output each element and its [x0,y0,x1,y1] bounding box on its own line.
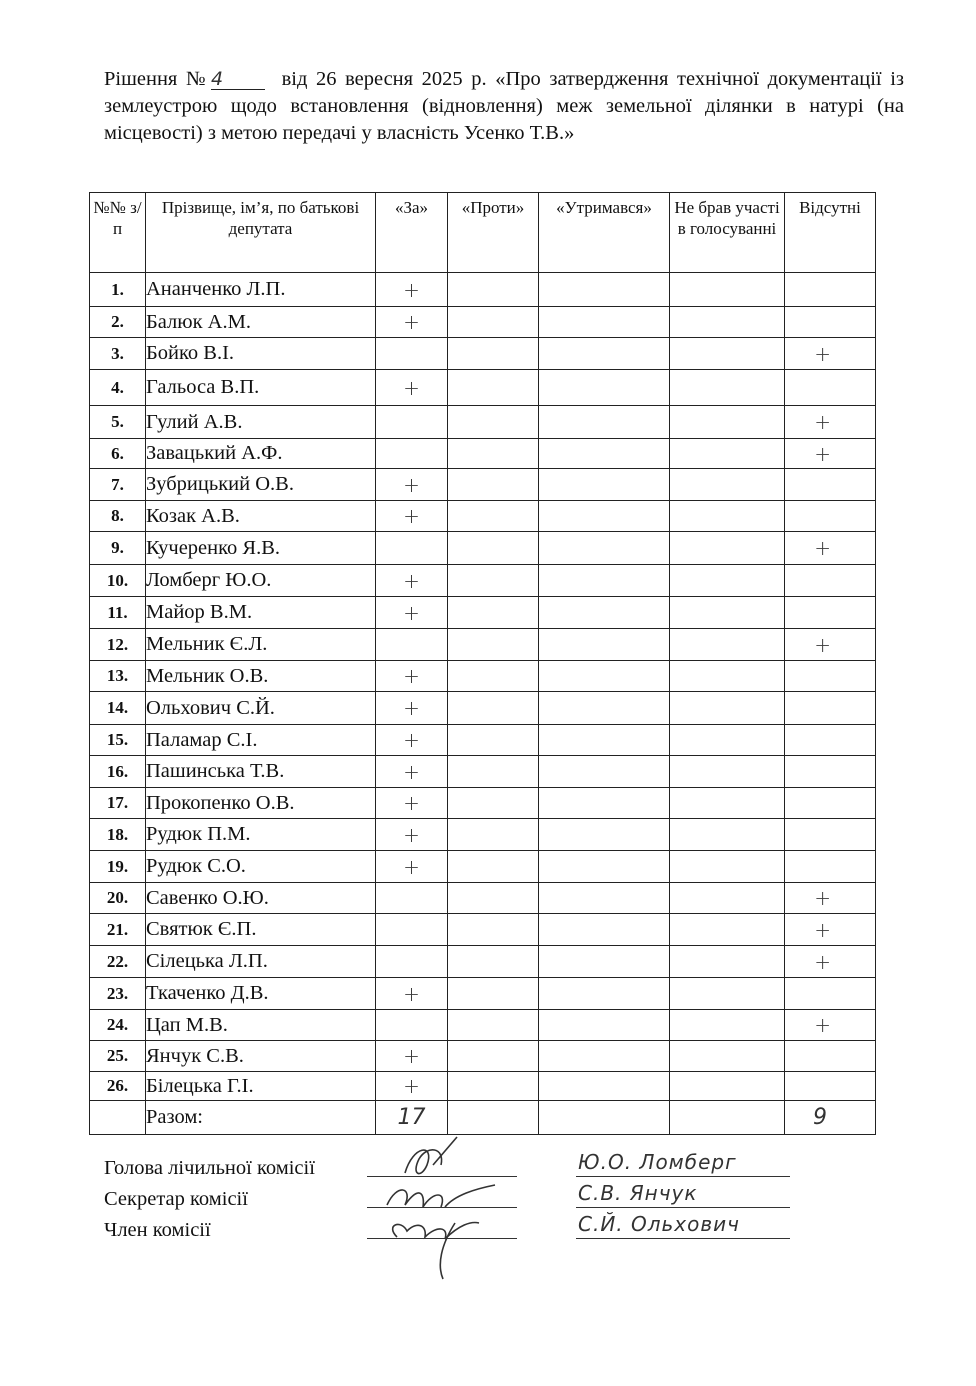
col-header-for: «За» [376,193,448,273]
not-voted-cell [670,406,785,439]
name-line-secretary [576,1207,790,1208]
not-voted-cell [670,946,785,978]
not-voted-cell [670,914,785,946]
deputy-name: Цап М.В. [146,1010,376,1041]
vote-abstained-cell [539,406,670,439]
vote-abstained-cell [539,338,670,370]
vote-for-mark: + [376,501,448,532]
name-line-chairman [576,1176,790,1177]
table-row [90,307,876,338]
not-voted-cell [670,273,785,307]
vote-abstained-cell [539,629,670,661]
vote-against-cell [448,851,539,883]
deputy-name: Сілецька Л.П. [146,946,376,978]
vote-against-cell [448,756,539,788]
absent-mark [785,1041,876,1072]
row-number: 26. [90,1072,146,1101]
handwritten-signatures [375,1135,525,1285]
vote-for-mark: + [376,725,448,756]
deputy-name: Ольхович С.Й. [146,692,376,725]
vote-against-cell [448,307,539,338]
table-row [90,406,876,439]
absent-mark [785,565,876,597]
row-number: 13. [90,661,146,692]
vote-for-mark: + [376,851,448,883]
vote-for-mark [376,439,448,469]
table-row [90,978,876,1010]
total-label: Разом: [146,1101,376,1135]
deputy-name: Рудюк С.О. [146,851,376,883]
deputy-name: Гулий А.В. [146,406,376,439]
vote-against-cell [448,439,539,469]
vote-abstained-cell [539,883,670,914]
absent-mark [785,1072,876,1101]
vote-for-mark: + [376,978,448,1010]
table-row [90,532,876,565]
absent-mark [785,469,876,501]
deputy-name: Ткаченко Д.В. [146,978,376,1010]
col-header-against: «Проти» [448,193,539,273]
vote-abstained-cell [539,307,670,338]
not-voted-cell [670,692,785,725]
not-voted-cell [670,819,785,851]
vote-against-cell [448,597,539,629]
name-line-member [576,1238,790,1239]
vote-against-cell [448,565,539,597]
vote-against-cell [448,1072,539,1101]
row-number: 17. [90,788,146,819]
table-row [90,883,876,914]
table-row [90,661,876,692]
absent-mark [785,273,876,307]
not-voted-cell [670,629,785,661]
total-row [90,1101,876,1135]
deputy-name: Зубрицький О.В. [146,469,376,501]
vote-for-mark [376,338,448,370]
absent-mark: + [785,629,876,661]
row-number: 21. [90,914,146,946]
absent-mark: + [785,406,876,439]
total-not-voted [670,1101,785,1135]
decision-title: від 26 вересня 2025 р. «Про затвердження технічної документації із землеустрою щодо встановлення (відновлення) меж земельної ділянки в натурі (на місцевості) з метою передачі у власність Усенко Т.В.» [104,68,904,144]
not-voted-cell [670,1041,785,1072]
vote-abstained-cell [539,756,670,788]
absent-mark [785,501,876,532]
absent-mark [785,725,876,756]
row-number: 20. [90,883,146,914]
vote-against-cell [448,788,539,819]
table-row [90,725,876,756]
table-row [90,565,876,597]
signature-name-secretary: С.В. Янчук [578,1181,698,1205]
vote-against-cell [448,883,539,914]
row-number: 9. [90,532,146,565]
not-voted-cell [670,307,785,338]
vote-for-mark: + [376,370,448,406]
col-header-not-voted: Не брав участі в голосуванні [670,193,785,273]
vote-for-mark: + [376,307,448,338]
deputy-name: Святюк Є.П. [146,914,376,946]
row-number: 25. [90,1041,146,1072]
vote-against-cell [448,661,539,692]
vote-against-cell [448,629,539,661]
deputy-name: Балюк А.М. [146,307,376,338]
decision-number: 4 [211,69,265,90]
vote-abstained-cell [539,851,670,883]
table-row [90,692,876,725]
table-row [90,851,876,883]
vote-against-cell [448,1041,539,1072]
absent-mark [785,756,876,788]
total-for: 17 [376,1101,448,1135]
absent-mark [785,851,876,883]
deputy-name: Майор В.М. [146,597,376,629]
vote-for-mark: + [376,819,448,851]
col-header-name: Прізвище, ім’я, по батькові депутата [146,193,376,273]
deputy-name: Бойко В.І. [146,338,376,370]
vote-abstained-cell [539,565,670,597]
vote-against-cell [448,946,539,978]
deputy-name: Завацький А.Ф. [146,439,376,469]
vote-abstained-cell [539,439,670,469]
row-number: 6. [90,439,146,469]
vote-abstained-cell [539,788,670,819]
deputy-name: Гальоса В.П. [146,370,376,406]
table-row [90,338,876,370]
vote-abstained-cell [539,1072,670,1101]
vote-abstained-cell [539,661,670,692]
table-row [90,629,876,661]
vote-against-cell [448,532,539,565]
not-voted-cell [670,788,785,819]
row-number: 2. [90,307,146,338]
deputy-name: Пашинська Т.В. [146,756,376,788]
label-chairman: Голова лічильної комісії [104,1157,315,1179]
vote-for-mark: + [376,597,448,629]
deputy-name: Паламар С.І. [146,725,376,756]
vote-against-cell [448,819,539,851]
decision-heading [104,66,904,147]
vote-against-cell [448,338,539,370]
row-number: 7. [90,469,146,501]
row-number: 4. [90,370,146,406]
row-number: 11. [90,597,146,629]
absent-mark: + [785,946,876,978]
vote-against-cell [448,1010,539,1041]
not-voted-cell [670,597,785,629]
row-number: 8. [90,501,146,532]
not-voted-cell [670,661,785,692]
row-number: 10. [90,565,146,597]
vote-for-mark: + [376,1041,448,1072]
col-header-absent: Відсутні [785,193,876,273]
row-number: 16. [90,756,146,788]
row-number: 5. [90,406,146,439]
vote-abstained-cell [539,819,670,851]
deputy-name: Козак А.В. [146,501,376,532]
vote-against-cell [448,725,539,756]
absent-mark [785,307,876,338]
deputy-name: Мельник О.В. [146,661,376,692]
not-voted-cell [670,883,785,914]
total-index-cell [90,1101,146,1135]
vote-for-mark: + [376,469,448,501]
vote-abstained-cell [539,978,670,1010]
absent-mark: + [785,439,876,469]
table-row [90,273,876,307]
deputy-name: Ананченко Л.П. [146,273,376,307]
signature-labels [104,1153,315,1246]
not-voted-cell [670,725,785,756]
absent-mark [785,819,876,851]
col-header-abstained: «Утримався» [539,193,670,273]
vote-for-mark: + [376,661,448,692]
absent-mark [785,788,876,819]
not-voted-cell [670,370,785,406]
vote-for-mark: + [376,273,448,307]
deputy-name: Білецька Г.І. [146,1072,376,1101]
not-voted-cell [670,532,785,565]
vote-for-mark [376,914,448,946]
row-number: 12. [90,629,146,661]
total-against [448,1101,539,1135]
table-row [90,370,876,406]
not-voted-cell [670,565,785,597]
vote-for-mark [376,532,448,565]
absent-mark: + [785,532,876,565]
vote-for-mark [376,406,448,439]
vote-abstained-cell [539,532,670,565]
not-voted-cell [670,439,785,469]
row-number: 14. [90,692,146,725]
total-abstained [539,1101,670,1135]
signature-name-chairman: Ю.О. Ломберг [578,1150,737,1174]
vote-for-mark: + [376,565,448,597]
voting-table [89,192,876,1135]
row-number: 3. [90,338,146,370]
absent-mark: + [785,883,876,914]
vote-against-cell [448,370,539,406]
not-voted-cell [670,756,785,788]
vote-against-cell [448,273,539,307]
table-row [90,1041,876,1072]
vote-for-mark [376,883,448,914]
table-row [90,1072,876,1101]
absent-mark [785,370,876,406]
not-voted-cell [670,851,785,883]
vote-for-mark [376,946,448,978]
vote-for-mark [376,1010,448,1041]
deputy-name: Рудюк П.М. [146,819,376,851]
not-voted-cell [670,1072,785,1101]
not-voted-cell [670,501,785,532]
not-voted-cell [670,338,785,370]
deputy-name: Мельник Є.Л. [146,629,376,661]
vote-for-mark: + [376,1072,448,1101]
vote-abstained-cell [539,469,670,501]
absent-mark [785,978,876,1010]
deputy-name: Прокопенко О.В. [146,788,376,819]
vote-against-cell [448,501,539,532]
vote-for-mark: + [376,756,448,788]
vote-abstained-cell [539,273,670,307]
table-row [90,439,876,469]
absent-mark: + [785,1010,876,1041]
deputy-name: Янчук С.В. [146,1041,376,1072]
not-voted-cell [670,469,785,501]
table-row [90,469,876,501]
deputy-name: Ломберг Ю.О. [146,565,376,597]
row-number: 18. [90,819,146,851]
row-number: 22. [90,946,146,978]
vote-abstained-cell [539,370,670,406]
absent-mark: + [785,914,876,946]
table-row [90,597,876,629]
vote-abstained-cell [539,914,670,946]
col-header-number: №№ з/п [90,193,146,273]
vote-abstained-cell [539,1010,670,1041]
total-absent: 9 [785,1101,876,1135]
vote-for-mark [376,629,448,661]
vote-for-mark: + [376,788,448,819]
deputy-name: Кучеренко Я.В. [146,532,376,565]
row-number: 24. [90,1010,146,1041]
vote-abstained-cell [539,692,670,725]
row-number: 23. [90,978,146,1010]
vote-abstained-cell [539,501,670,532]
table-row [90,501,876,532]
decision-prefix: Рішення № [104,68,209,90]
absent-mark: + [785,338,876,370]
vote-abstained-cell [539,946,670,978]
vote-abstained-cell [539,597,670,629]
label-secretary: Секретар комісії [104,1188,248,1210]
vote-against-cell [448,469,539,501]
row-number: 19. [90,851,146,883]
row-number: 15. [90,725,146,756]
vote-abstained-cell [539,1041,670,1072]
absent-mark [785,661,876,692]
table-row [90,946,876,978]
vote-against-cell [448,406,539,439]
vote-for-mark: + [376,692,448,725]
label-member: Член комісії [104,1219,211,1241]
not-voted-cell [670,1010,785,1041]
vote-against-cell [448,692,539,725]
table-row [90,756,876,788]
row-number: 1. [90,273,146,307]
absent-mark [785,692,876,725]
deputy-name: Савенко О.Ю. [146,883,376,914]
vote-abstained-cell [539,725,670,756]
not-voted-cell [670,978,785,1010]
signature-name-member: С.Й. Ольхович [578,1212,740,1236]
vote-against-cell [448,914,539,946]
table-row [90,1010,876,1041]
table-row [90,819,876,851]
table-row [90,914,876,946]
absent-mark [785,597,876,629]
table-row [90,788,876,819]
table-header-row [90,193,876,273]
vote-against-cell [448,978,539,1010]
